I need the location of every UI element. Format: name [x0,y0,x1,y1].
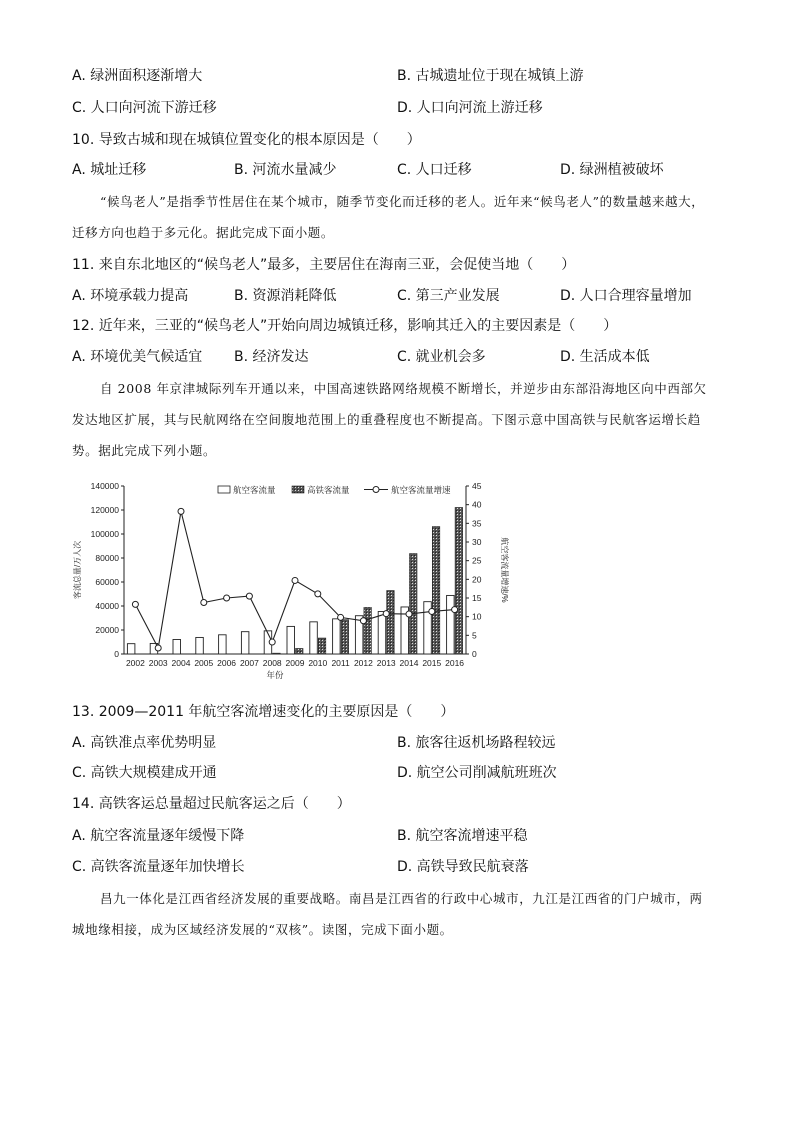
y2-axis-title: 航空客流量增速/% [500,537,509,603]
q11-option-c: C. 第三产业发展 [397,288,500,304]
air-passenger-bar [127,644,134,654]
x-tick-label: 2010 [308,658,328,668]
air-growth-point [155,645,161,651]
air-growth-point [452,607,458,613]
q10-option-b: B. 河流水量减少 [234,162,337,178]
q14-option-c: C. 高铁客流量逐年加快增长 [72,859,245,875]
rail-passenger-bar [455,507,463,654]
x-axis-title: 年份 [266,670,284,680]
air-growth-point [269,639,275,645]
air-passenger-bar [378,612,386,654]
x-tick-label: 2002 [125,658,145,668]
y-tick-label: 0 [114,649,119,659]
q14-stem: 14. 高铁客运总量超过民航客运之后（ ） [72,796,351,812]
y-tick-label: 80000 [95,553,119,563]
q12-option-b: B. 经济发达 [234,349,309,365]
y2-tick-label: 20 [472,574,482,585]
x-tick-label: 2013 [376,658,396,668]
q13-option-a: A. 高铁准点率优势明显 [72,735,217,751]
x-tick-label: 2012 [353,658,373,668]
rail-passenger-bar [410,554,418,654]
rail-passenger-bar [364,607,372,654]
q13-option-c: C. 高铁大规模建成开通 [72,765,217,781]
y-tick-label: 140000 [90,481,119,491]
air-passenger-bar [310,622,318,654]
air-growth-point [224,595,230,601]
q10-option-d: D. 绿洲植被破坏 [560,162,664,178]
rail-passenger-bar [273,653,281,654]
x-tick-label: 2009 [285,658,305,668]
q13-option-b: B. 旅客往返机场路程较远 [397,735,556,751]
air-growth-point [246,593,252,599]
y2-tick-label: 25 [472,555,482,566]
q14-option-a: A. 航空客流量逐年缓慢下降 [72,828,245,844]
rail-passenger-bar [341,620,349,654]
air-growth-point [292,577,298,583]
x-tick-label: 2003 [148,658,168,668]
q14-option-d: D. 高铁导致民航衰落 [397,859,529,875]
legend-growth-label: 航空客流量增速 [391,485,451,495]
q9-option-a: A. 绿洲面积逐渐增大 [72,68,203,84]
air-growth-point [429,608,435,614]
q9-option-b: B. 古城遗址位于现在城镇上游 [397,68,584,84]
rail-passenger-bar [432,527,440,654]
y2-tick-label: 5 [472,630,477,641]
q11-stem: 11. 来自东北地区的“候鸟老人”最多，主要居住在海南三亚，会促使当地（ ） [72,257,576,273]
q11-option-b: B. 资源消耗降低 [234,288,337,304]
y2-tick-label: 0 [472,649,477,659]
q12-option-c: C. 就业机会多 [397,349,486,365]
air-growth-point [338,614,344,620]
y2-tick-label: 10 [472,611,482,622]
q9-option-c: C. 人口向河流下游迁移 [72,100,217,116]
q14-option-b: B. 航空客流增速平稳 [397,828,528,844]
rail-passenger-bar [296,648,304,654]
x-tick-label: 2007 [239,658,259,668]
q12-stem: 12. 近年来，三亚的“候鸟老人”开始向周边城镇迁移，影响其迁入的主要因素是（ ） [72,318,618,334]
q12-option-d: D. 生活成本低 [560,349,650,365]
y-tick-label: 20000 [95,625,119,635]
rail-passenger-bar [387,591,395,654]
y-tick-label: 40000 [95,601,119,611]
y2-tick-label: 40 [472,499,482,510]
x-tick-label: 2015 [422,658,442,668]
passage-high-speed-rail: 自 2008 年京津城际列车开通以来，中国高速铁路网络规模不断增长，并逆步由东部沿海地区向中西部欠发达地区扩展，其与民航网络在空间腹地范围上的重叠程度也不断提高。下图示意中国高铁与民航客运增长趋势。据此完成下列小题。 [72,381,707,458]
air-growth-point [315,591,321,597]
air-passenger-bar [219,635,227,654]
q11-option-a: A. 环境承载力提高 [72,288,189,304]
air-growth-point [201,599,207,605]
y2-tick-label: 15 [472,593,482,603]
x-tick-label: 2016 [445,658,465,668]
air-growth-point [360,618,366,624]
air-passenger-bar [287,626,295,654]
legend-air-swatch [218,486,230,493]
q10-stem: 10. 导致古城和现在城镇位置变化的根本原因是（ ） [72,132,421,148]
q11-option-d: D. 人口合理容量增加 [560,288,692,304]
y2-tick-label: 30 [472,537,482,547]
x-tick-label: 2005 [194,658,214,668]
air-passenger-bar [196,637,204,654]
q10-option-a: A. 城址迁移 [72,162,147,178]
legend-rail-swatch [292,486,304,493]
q13-stem: 13. 2009—2011 年航空客流增速变化的主要原因是（ ） [72,704,455,720]
y-axis-title: 客流总量/万人次 [73,540,82,600]
air-passenger-bar [447,595,455,654]
air-passenger-bar [241,632,249,654]
q10-option-c: C. 人口迁移 [397,162,472,178]
air-growth-point [132,601,138,607]
y-tick-label: 60000 [95,577,119,587]
rail-air-passenger-chart [70,478,510,690]
legend-rail-label: 高铁客流量 [307,485,350,495]
legend-air-label: 航空客流量 [233,485,276,495]
rail-passenger-bar [318,638,326,654]
q9-option-d: D. 人口向河流上游迁移 [397,100,543,116]
q12-option-a: A. 环境优美气候适宜 [72,349,203,365]
x-tick-label: 2006 [217,658,237,668]
x-tick-label: 2014 [399,658,419,668]
passage-changjiu-integration: 昌九一体化是江西省经济发展的重要战略。南昌是江西省的行政中心城市，九江是江西省的门户城市，两城地缘相接，成为区域经济发展的“双核”。读图，完成下面小题。 [72,891,703,937]
air-growth-point [406,611,412,617]
y2-tick-label: 45 [472,481,482,491]
y2-tick-label: 35 [472,518,482,529]
y-tick-label: 120000 [90,505,119,515]
air-growth-point [383,611,389,617]
air-growth-point [178,508,184,514]
air-passenger-bar [333,619,341,654]
x-tick-label: 2008 [262,658,282,668]
q13-option-d: D. 航空公司削减航班班次 [397,765,557,781]
x-tick-label: 2011 [331,658,350,668]
passage-migratory-elderly: “候鸟老人”是指季节性居住在某个城市，随季节变化而迁移的老人。近年来“候鸟老人”的数量越来越大，迁移方向也趋于多元化。据此完成下面小题。 [72,194,705,240]
legend-growth-marker [373,487,379,493]
x-tick-label: 2004 [171,658,191,668]
y-tick-label: 100000 [90,529,119,539]
air-passenger-bar [173,639,181,654]
